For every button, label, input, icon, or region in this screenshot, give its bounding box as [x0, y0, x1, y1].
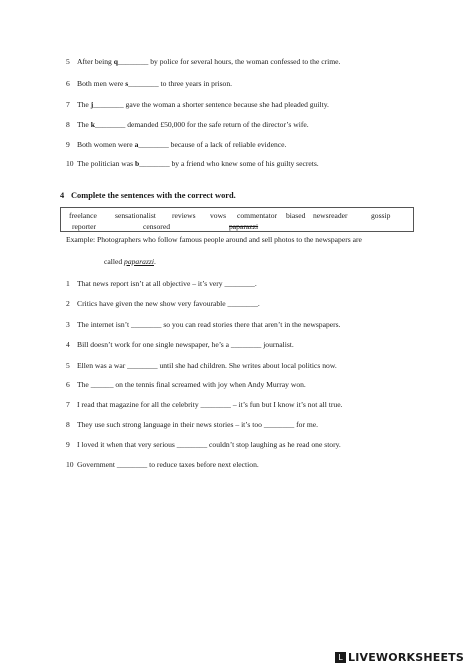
item-text-after: ________ gave the woman a shorter sentence because she had pleaded guilty. [93, 100, 329, 109]
list-item [66, 279, 257, 288]
item-first-letter: a [134, 140, 139, 149]
section-heading [60, 191, 236, 200]
word-box-word: vows [210, 211, 227, 220]
item-number: 7 [66, 400, 70, 409]
list-item [66, 361, 337, 370]
list-item [66, 100, 329, 109]
example-prefix: called [104, 257, 125, 266]
list-item [66, 159, 319, 168]
item-number: 4 [66, 340, 70, 349]
list-item [66, 340, 294, 349]
example-text: Example: Photographers who follow famous people around and sell photos to the newspapers are [66, 235, 362, 244]
list-item [66, 120, 309, 129]
item-text: I loved it when that very serious ________ couldn’t stop laughing as he read one story. [77, 440, 341, 449]
list-item [66, 420, 318, 429]
item-text-before: The [77, 120, 91, 129]
list-item [66, 140, 286, 149]
word-box-word: commentator [237, 211, 278, 220]
word-box-word: sensationalist [115, 211, 156, 220]
item-text: Government ________ to reduce taxes before next election. [77, 460, 259, 469]
list-item [66, 380, 306, 389]
word-box-word: gossip [371, 211, 391, 220]
logo-text: LIVEWORKSHEETS [348, 651, 464, 664]
item-first-letter: q [113, 57, 118, 66]
liveworksheets-logo [335, 650, 464, 665]
item-text-after: ________ because of a lack of reliable evidence. [138, 140, 287, 149]
item-first-letter: j [90, 100, 94, 109]
item-number: 5 [66, 361, 70, 370]
item-number: 5 [66, 57, 70, 66]
item-text: That news report isn’t at all objective – it’s very ________. [77, 279, 257, 288]
word-box-word-used: paparazzi [229, 222, 259, 231]
list-item [66, 440, 341, 449]
list-item [66, 79, 232, 88]
item-number: 2 [66, 299, 70, 308]
word-box-word: biased [286, 211, 306, 220]
section-number: 4 [60, 191, 65, 200]
word-box-word: freelance [69, 211, 97, 220]
list-item [66, 320, 341, 329]
item-number: 9 [66, 140, 70, 149]
item-text-after: ________ by police for several hours, the woman confessed to the crime. [117, 57, 341, 66]
example-answer-line [104, 257, 156, 266]
item-text-after: ________ by a friend who knew some of his guilty secrets. [139, 159, 319, 168]
item-number: 6 [66, 380, 70, 389]
item-number: 9 [66, 440, 70, 449]
word-box-word: reporter [72, 222, 97, 231]
item-number: 6 [66, 79, 70, 88]
item-text-before: Both men were [77, 79, 126, 88]
item-first-letter: s [125, 79, 129, 88]
word-box-word: reviews [172, 211, 196, 220]
item-text: Ellen was a war ________ until she had children. She writes about local politics now. [77, 361, 337, 370]
item-number: 1 [66, 279, 70, 288]
list-item [66, 400, 343, 409]
item-text-before: The [77, 100, 91, 109]
list-item [66, 460, 259, 469]
item-text-after: ________ to three years in prison. [128, 79, 233, 88]
item-number: 8 [66, 420, 70, 429]
item-text-before: Both women were [77, 140, 135, 149]
item-text: The ______ on the tennis final screamed with joy when Andy Murray won. [77, 380, 306, 389]
item-number: 3 [66, 320, 70, 329]
item-first-letter: b [135, 159, 140, 168]
item-text: The internet isn’t ________ so you can read stories there that aren’t in the newspapers. [77, 320, 341, 329]
list-item [66, 57, 340, 66]
word-box [60, 207, 414, 232]
item-text: They use such strong language in their news stories – it’s too ________ for me. [77, 420, 319, 429]
item-text-after: ________ demanded £50,000 for the safe return of the director’s wife. [94, 120, 309, 129]
item-first-letter: k [90, 120, 95, 129]
example-suffix: . [154, 257, 156, 266]
item-text: I read that magazine for all the celebrity ________ – it’s fun but I know it’s not all true. [77, 400, 343, 409]
item-number: 7 [66, 100, 70, 109]
logo-mark-icon: L [335, 652, 346, 663]
word-box-word: newsreader [313, 211, 348, 220]
item-text: Critics have given the new show very favourable ________. [77, 299, 260, 308]
word-box-word: censored [143, 222, 170, 231]
item-number: 10 [66, 460, 74, 469]
item-number: 10 [66, 159, 74, 168]
item-text: Bill doesn’t work for one single newspaper, he’s a ________ journalist. [77, 340, 294, 349]
section-title: Complete the sentences with the correct word. [71, 191, 236, 200]
list-item [66, 299, 260, 308]
example-answer: paparazzi [124, 257, 154, 266]
item-number: 8 [66, 120, 70, 129]
item-text-before: The politician was [77, 159, 135, 168]
item-text-before: After being [77, 57, 114, 66]
